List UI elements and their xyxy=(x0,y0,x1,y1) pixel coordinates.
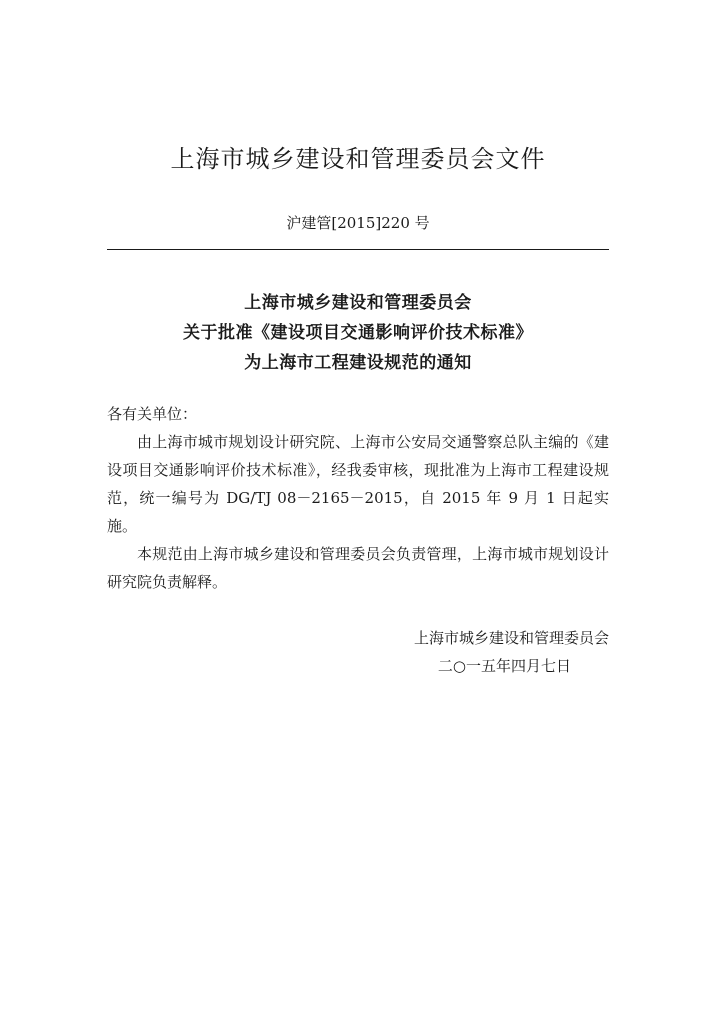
notice-title-line-3: 为上海市工程建设规范的通知 xyxy=(244,353,472,373)
signature-organization: 上海市城乡建设和管理委员会 xyxy=(413,629,609,647)
notice-title-line-2: 关于批准《建设项目交通影响评价技术标准》 xyxy=(183,323,533,343)
body-paragraph-1: 由上海市城市规划设计研究院、上海市公安局交通警察总队主编的《建设项目交通影响评价技术标准》，经我委审核，现批准为上海市工程建设规范，统一编号为 DG/TJ 08－2165－2015，自 2015 年 9 月 1 日起实施。 xyxy=(107,433,609,535)
body-paragraph-2: 本规范由上海市城乡建设和管理委员会负责管理，上海市城市规划设计研究院负责解释。 xyxy=(107,545,609,591)
notice-title xyxy=(0,288,716,378)
signature-block xyxy=(300,624,609,680)
salutation: 各有关单位： xyxy=(107,405,198,423)
signature-date: 二○一五年四月七日 xyxy=(437,657,571,675)
document-number: 沪建管[2015]220 号 xyxy=(286,214,430,232)
notice-title-line-1: 上海市城乡建设和管理委员会 xyxy=(244,293,472,313)
issuer-title: 上海市城乡建设和管理委员会文件 xyxy=(170,145,546,173)
header-divider xyxy=(107,249,609,250)
notice-body xyxy=(107,400,609,596)
